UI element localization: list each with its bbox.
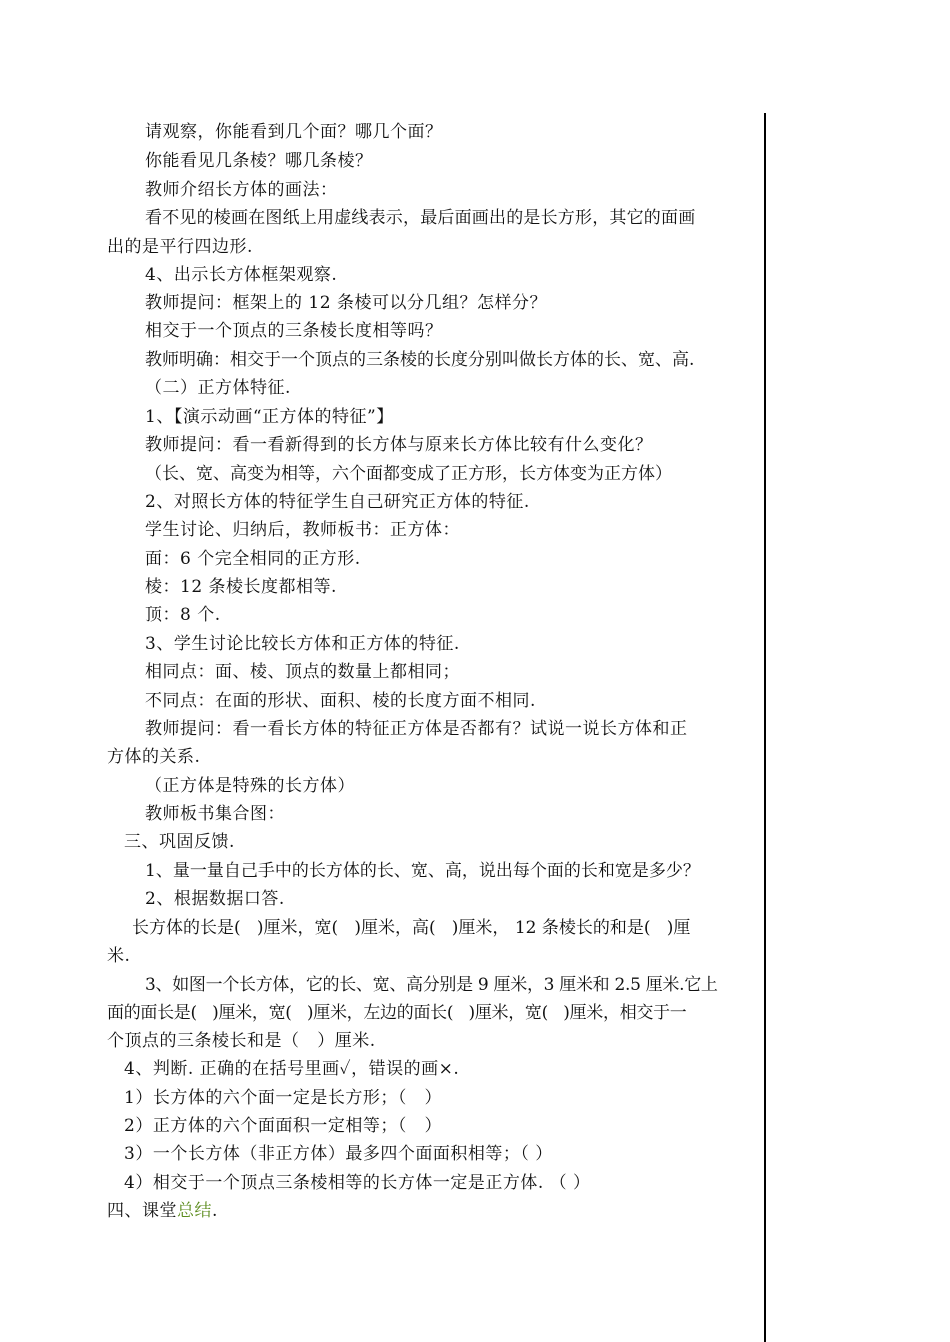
text-line: 米.: [107, 946, 131, 966]
text-line: 4）相交于一个顶点三条棱相等的长方体一定是正方体. （ ）: [124, 1173, 591, 1193]
closing-highlight: 总结: [177, 1201, 212, 1221]
text-line: 请观察，你能看到几个面？哪几个面？: [145, 122, 443, 142]
text-line: 顶：8 个.: [145, 605, 221, 625]
text-line: 相同点：面、棱、顶点的数量上都相同；: [145, 662, 460, 682]
text-line: 学生讨论、归纳后，教师板书：正方体：: [145, 520, 460, 540]
text-line: 教师提问：看一看新得到的长方体与原来长方体比较有什么变化？: [145, 435, 653, 455]
text-line: （长、宽、高变为相等，六个面都变成了正方形，长方体变为正方体）: [145, 464, 672, 484]
text-line: 教师提问：框架上的 12 条棱可以分几组？怎样分？: [145, 293, 547, 313]
closing-suffix: .: [212, 1201, 218, 1221]
text-line: 1、【演示动画“正方体的特征”】: [145, 407, 394, 427]
section-heading: 三、巩固反馈.: [124, 832, 235, 852]
section-heading: （二）正方体特征.: [145, 378, 291, 398]
text-line: 个顶点的三条棱长和是（ ）厘米.: [107, 1031, 376, 1051]
text-line: 2）正方体的六个面面积一定相等；（ ）: [124, 1116, 443, 1136]
text-line: 1、量一量自己手中的长方体的长、宽、高，说出每个面的长和宽是多少？: [145, 861, 700, 881]
text-line: 4、判断. 正确的在括号里画✓，错误的画×.: [124, 1059, 460, 1079]
right-margin-rule: [764, 113, 766, 1342]
text-line: 3、如图一个长方体，它的长、宽、高分别是 9 厘米，3 厘米和 2.5 厘米.它上: [145, 975, 718, 995]
text-line: 教师明确：相交于一个顶点的三条棱的长度分别叫做长方体的长、宽、高.: [145, 350, 695, 370]
closing-prefix: 四、课堂: [107, 1201, 177, 1221]
text-line: 面的面长是( )厘米，宽( )厘米，左边的面长( )厘米，宽( )厘米，相交于一: [107, 1003, 687, 1023]
text-line: 出的是平行四边形.: [107, 237, 253, 257]
text-line: 2、对照长方体的特征学生自己研究正方体的特征.: [145, 492, 530, 512]
text-line: 看不见的棱画在图纸上用虚线表示，最后面画出的是长方形，其它的面画: [145, 208, 696, 228]
text-line: 3）一个长方体（非正方体）最多四个面面积相等；（ ）: [124, 1144, 553, 1164]
section-heading: [107, 1200, 218, 1222]
text-line: （正方体是特殊的长方体）: [145, 776, 355, 796]
text-line: 3、学生讨论比较长方体和正方体的特征.: [145, 634, 460, 654]
text-line: 相交于一个顶点的三条棱长度相等吗？: [145, 321, 443, 341]
text-line: 方体的关系.: [107, 747, 201, 767]
text-line: 教师介绍长方体的画法：: [145, 180, 338, 200]
text-line: 你能看见几条棱？哪几条棱？: [145, 151, 373, 171]
text-line: 教师板书集合图：: [145, 804, 285, 824]
text-line: 棱：12 条棱长度都相等.: [145, 577, 337, 597]
text-line: 2、根据数据口答.: [145, 889, 285, 909]
text-line: 长方体的长是( )厘米，宽( )厘米，高( )厘米， 12 条棱长的和是( )厘: [132, 918, 691, 938]
text-line: 不同点：在面的形状、面积、棱的长度方面不相同.: [145, 691, 536, 711]
text-line: 教师提问：看一看长方体的特征正方体是否都有？试说一说长方体和正: [145, 719, 688, 739]
text-line: 面：6 个完全相同的正方形.: [145, 549, 361, 569]
text-line: 4、出示长方体框架观察.: [145, 265, 338, 285]
text-line: 1）长方体的六个面一定是长方形；（ ）: [124, 1088, 443, 1108]
